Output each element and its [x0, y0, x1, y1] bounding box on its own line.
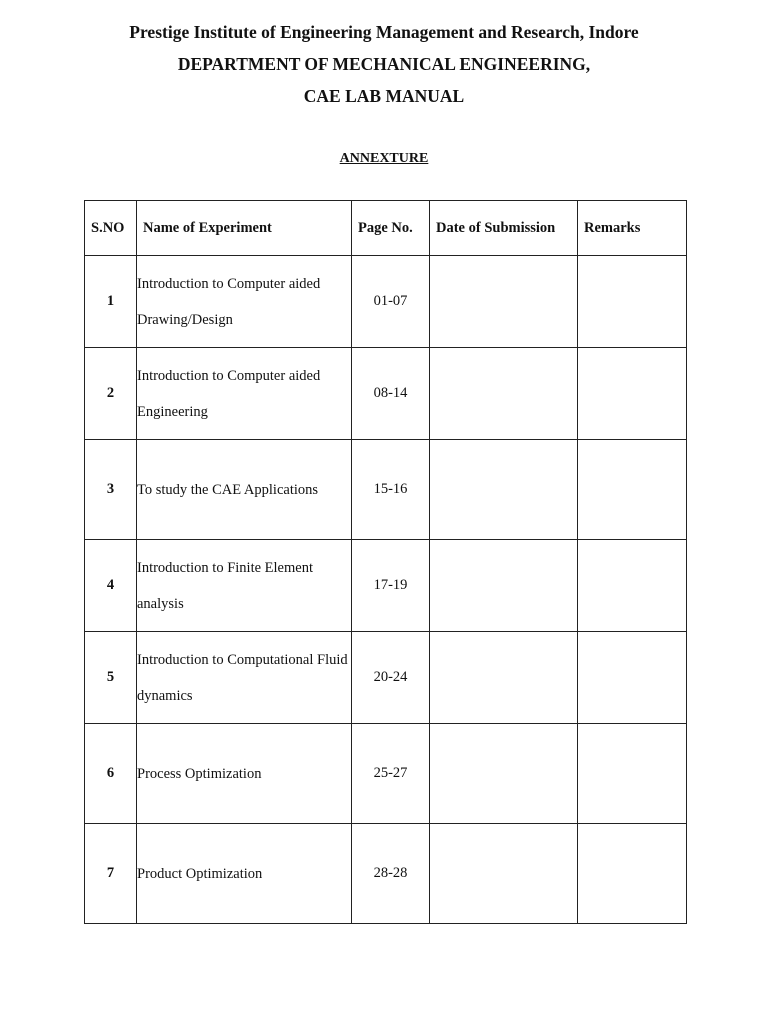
table-row	[85, 540, 687, 632]
manual-title: CAE LAB MANUAL	[303, 86, 465, 106]
column-header-name: Name of Experiment	[137, 201, 352, 256]
cell-remarks	[578, 540, 687, 632]
experiment-table	[84, 200, 687, 924]
cell-date-of-submission	[430, 440, 578, 540]
department-title: DEPARTMENT OF MECHANICAL ENGINEERING,	[177, 54, 591, 74]
cell-date-of-submission	[430, 348, 578, 440]
cell-experiment-name: Introduction to Finite Element analysis	[137, 540, 352, 632]
cell-experiment-name: Product Optimization	[137, 824, 352, 924]
table-row	[85, 440, 687, 540]
cell-date-of-submission	[430, 540, 578, 632]
cell-date-of-submission	[430, 724, 578, 824]
table-row	[85, 632, 687, 724]
cell-remarks	[578, 824, 687, 924]
table-row	[85, 256, 687, 348]
cell-page-no: 20-24	[352, 632, 430, 724]
section-title: ANNEXTURE	[339, 151, 429, 166]
cell-page-no: 25-27	[352, 724, 430, 824]
column-header-sno: S.NO	[85, 201, 137, 256]
cell-date-of-submission	[430, 256, 578, 348]
cell-remarks	[578, 632, 687, 724]
cell-remarks	[578, 724, 687, 824]
cell-sno: 7	[85, 824, 137, 924]
table-header-row	[85, 201, 687, 256]
institute-title: Prestige Institute of Engineering Management and Research, Indore	[129, 22, 639, 42]
cell-date-of-submission	[430, 824, 578, 924]
cell-remarks	[578, 440, 687, 540]
cell-sno: 6	[85, 724, 137, 824]
cell-sno: 4	[85, 540, 137, 632]
cell-page-no: 17-19	[352, 540, 430, 632]
column-header-page: Page No.	[352, 201, 430, 256]
cell-page-no: 15-16	[352, 440, 430, 540]
cell-page-no: 28-28	[352, 824, 430, 924]
cell-date-of-submission	[430, 632, 578, 724]
cell-experiment-name: Introduction to Computational Fluid dynamics	[137, 632, 352, 724]
cell-experiment-name: Introduction to Computer aided Engineering	[137, 348, 352, 440]
table-row	[85, 348, 687, 440]
cell-remarks	[578, 256, 687, 348]
cell-experiment-name: Process Optimization	[137, 724, 352, 824]
cell-page-no: 08-14	[352, 348, 430, 440]
cell-remarks	[578, 348, 687, 440]
table-row	[85, 824, 687, 924]
column-header-date: Date of Submission	[430, 201, 578, 256]
cell-page-no: 01-07	[352, 256, 430, 348]
cell-experiment-name: Introduction to Computer aided Drawing/Design	[137, 256, 352, 348]
cell-sno: 3	[85, 440, 137, 540]
cell-sno: 2	[85, 348, 137, 440]
cell-sno: 1	[85, 256, 137, 348]
column-header-remarks: Remarks	[578, 201, 687, 256]
table-row	[85, 724, 687, 824]
cell-experiment-name: To study the CAE Applications	[137, 440, 352, 540]
cell-sno: 5	[85, 632, 137, 724]
